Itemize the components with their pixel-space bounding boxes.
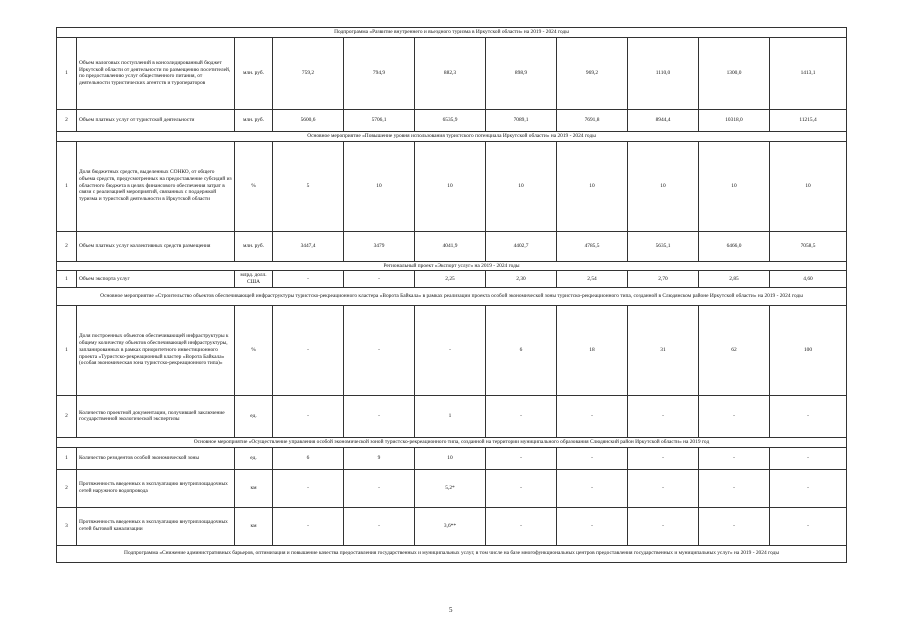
section-header: Региональный проект «Экспорт услуг» на 2019 - 2024 годы [57,261,847,271]
row-number: 1 [57,37,77,109]
value-cell: 6 [273,447,344,469]
value-cell: 10 [770,141,847,231]
table-row [57,469,847,507]
value-cell: - [344,507,415,545]
value-cell: - [486,395,557,437]
value-cell: - [628,447,699,469]
value-cell: - [770,507,847,545]
indicator-name: Протяженность введенных в эксплуатацию внутриплощадочных сетей бытовой канализации [77,507,235,545]
value-cell: - [699,447,770,469]
value-cell: - [628,469,699,507]
value-cell: - [770,469,847,507]
section-header: Основное мероприятие «Повышение уровня использования туристского потенциала Иркутской области» на 2019 - 2024 годы [57,131,847,141]
value-cell: - [557,469,628,507]
row-number: 2 [57,469,77,507]
value-cell: 10 [344,141,415,231]
section-header-row [57,28,847,38]
table-row [57,141,847,231]
value-cell: - [628,395,699,437]
unit-cell: млн. руб. [235,37,273,109]
page-number: 5 [449,606,453,614]
table-row [57,395,847,437]
value-cell: - [699,395,770,437]
value-cell: 4785,5 [557,231,628,261]
indicator-name: Объем экспорта услуг [77,271,235,288]
unit-cell: % [235,305,273,395]
value-cell: - [273,305,344,395]
value-cell: 4402,7 [486,231,557,261]
table-row [57,271,847,288]
value-cell: 10 [486,141,557,231]
row-number: 1 [57,271,77,288]
value-cell: 4041,9 [415,231,486,261]
value-cell: 1300,0 [699,37,770,109]
value-cell: - [273,469,344,507]
value-cell: 10318,0 [699,109,770,131]
section-header-row [57,261,847,271]
row-number: 3 [57,507,77,545]
unit-cell: км [235,507,273,545]
value-cell: 100 [770,305,847,395]
indicator-name: Объем налоговых поступлений в консолидированный бюджет Иркутской области от деятельности по размещению посетителей, по предоставлению услуг общественного питания, от деятельности туристических агентств и туроператоров [77,37,235,109]
value-cell: - [770,447,847,469]
table-row [57,231,847,261]
indicators-table-body [57,28,847,563]
value-cell: - [344,395,415,437]
value-cell: 2,30 [486,271,557,288]
value-cell: - [344,305,415,395]
value-cell: 10 [699,141,770,231]
value-cell: 794,9 [344,37,415,109]
value-cell: 1413,1 [770,37,847,109]
value-cell: 898,9 [486,37,557,109]
row-number: 2 [57,231,77,261]
section-header-row [57,287,847,305]
table-row [57,37,847,109]
table-row [57,109,847,131]
value-cell: - [557,507,628,545]
value-cell: 10 [557,141,628,231]
unit-cell: км [235,469,273,507]
row-number: 1 [57,447,77,469]
value-cell: 9 [344,447,415,469]
value-cell: - [557,447,628,469]
table-row [57,507,847,545]
value-cell: - [486,447,557,469]
indicator-name: Объем платных услуг от туристской деятельности [77,109,235,131]
value-cell: 62 [699,305,770,395]
row-number: 2 [57,395,77,437]
section-header-row [57,131,847,141]
unit-cell: ед. [235,395,273,437]
value-cell: 882,3 [415,37,486,109]
value-cell: - [344,271,415,288]
unit-cell: млн. руб. [235,109,273,131]
value-cell: 11215,4 [770,109,847,131]
value-cell: 31 [628,305,699,395]
value-cell: 7089,1 [486,109,557,131]
value-cell: 8944,4 [628,109,699,131]
value-cell: 10 [415,141,486,231]
value-cell: 5600,6 [273,109,344,131]
value-cell: 4,60 [770,271,847,288]
section-header: Подпрограмма «Снижение административных барьеров, оптимизация и повышение качества предоставления государственных и муниципальных услуг, в том числе на базе многофункциональных центров предоставления государственных и муниципальных услуг» на 2019 - 2024 годы [57,545,847,562]
value-cell: 6 [486,305,557,395]
indicator-name: Количество проектной документации, получившей заключение государственной экологической экспертизы [77,395,235,437]
value-cell: - [273,395,344,437]
value-cell: 2,25 [415,271,486,288]
value-cell: - [770,395,847,437]
value-cell: 5 [273,141,344,231]
value-cell: 2,85 [699,271,770,288]
value-cell: 759,2 [273,37,344,109]
value-cell: 2,54 [557,271,628,288]
indicator-name: Количество резидентов особой экономической зоны [77,447,235,469]
unit-cell: % [235,141,273,231]
unit-cell: млн. руб. [235,231,273,261]
value-cell: 3447,4 [273,231,344,261]
table-row [57,305,847,395]
row-number: 2 [57,109,77,131]
value-cell: 3,6** [415,507,486,545]
value-cell: - [344,469,415,507]
section-header-row [57,437,847,447]
section-header: Основное мероприятие «Строительство объектов обеспечивающей инфраструктуры туристско-рекреационного кластера «Ворота Байкала» в рамках реализации проекта особой экономической зоны туристско-рекреационного типа, созданной в Слюдянском районе Иркутской области» на 2019 - 2024 годы [57,287,847,305]
value-cell: - [486,507,557,545]
value-cell: 1110,0 [628,37,699,109]
value-cell: 969,2 [557,37,628,109]
value-cell: - [486,469,557,507]
indicators-table [56,27,847,563]
value-cell: 6466,0 [699,231,770,261]
value-cell: 1 [415,395,486,437]
section-header: Подпрограмма «Развитие внутреннего и въездного туризма в Иркутской области» на 2019 - 2024 годы [57,28,847,38]
value-cell: - [415,305,486,395]
value-cell: 10 [628,141,699,231]
value-cell: 7058,5 [770,231,847,261]
unit-cell: млрд. долл. США [235,271,273,288]
section-header: Основное мероприятие «Осуществление управления особой экономической зоной туристско-рекреационного типа, созданной на территории муниципального образования Слюдянский район Иркутской области» на 2019 год [57,437,847,447]
value-cell: 2,70 [628,271,699,288]
value-cell: - [273,507,344,545]
indicator-name: Доля построенных объектов обеспечивающей инфраструктуры к общему количеству объектов обеспечивающей инфраструктуры, запланированных в рамках приоритетного инвестиционного проекта «Туристско-рекреационный кластер «Ворота Байкала» (особая экономическая зона туристско-рекреационного типа)» [77,305,235,395]
value-cell: 5,2* [415,469,486,507]
value-cell: - [699,469,770,507]
value-cell: 7691,8 [557,109,628,131]
value-cell: 3479 [344,231,415,261]
value-cell: - [628,507,699,545]
indicator-name: Протяженность введенных в эксплуатацию внутриплощадочных сетей наружного водопровода [77,469,235,507]
value-cell: 18 [557,305,628,395]
value-cell: 10 [415,447,486,469]
indicator-name: Доля бюджетных средств, выделенных СОНКО, от общего объема средств, предусмотренных на предоставление субсидий из областного бюджета в целях финансового обеспечения затрат в связи с реализацией мероприятий, связанных с поддержкой туризма и туристской деятельности в Иркутской области [77,141,235,231]
indicator-name: Объем платных услуг коллективных средств размещения [77,231,235,261]
value-cell: - [557,395,628,437]
value-cell: 6535,9 [415,109,486,131]
value-cell: 5635,1 [628,231,699,261]
table-row [57,447,847,469]
value-cell: - [699,507,770,545]
row-number: 1 [57,141,77,231]
value-cell: - [273,271,344,288]
section-header-row [57,545,847,562]
unit-cell: ед. [235,447,273,469]
value-cell: 5706,1 [344,109,415,131]
row-number: 1 [57,305,77,395]
